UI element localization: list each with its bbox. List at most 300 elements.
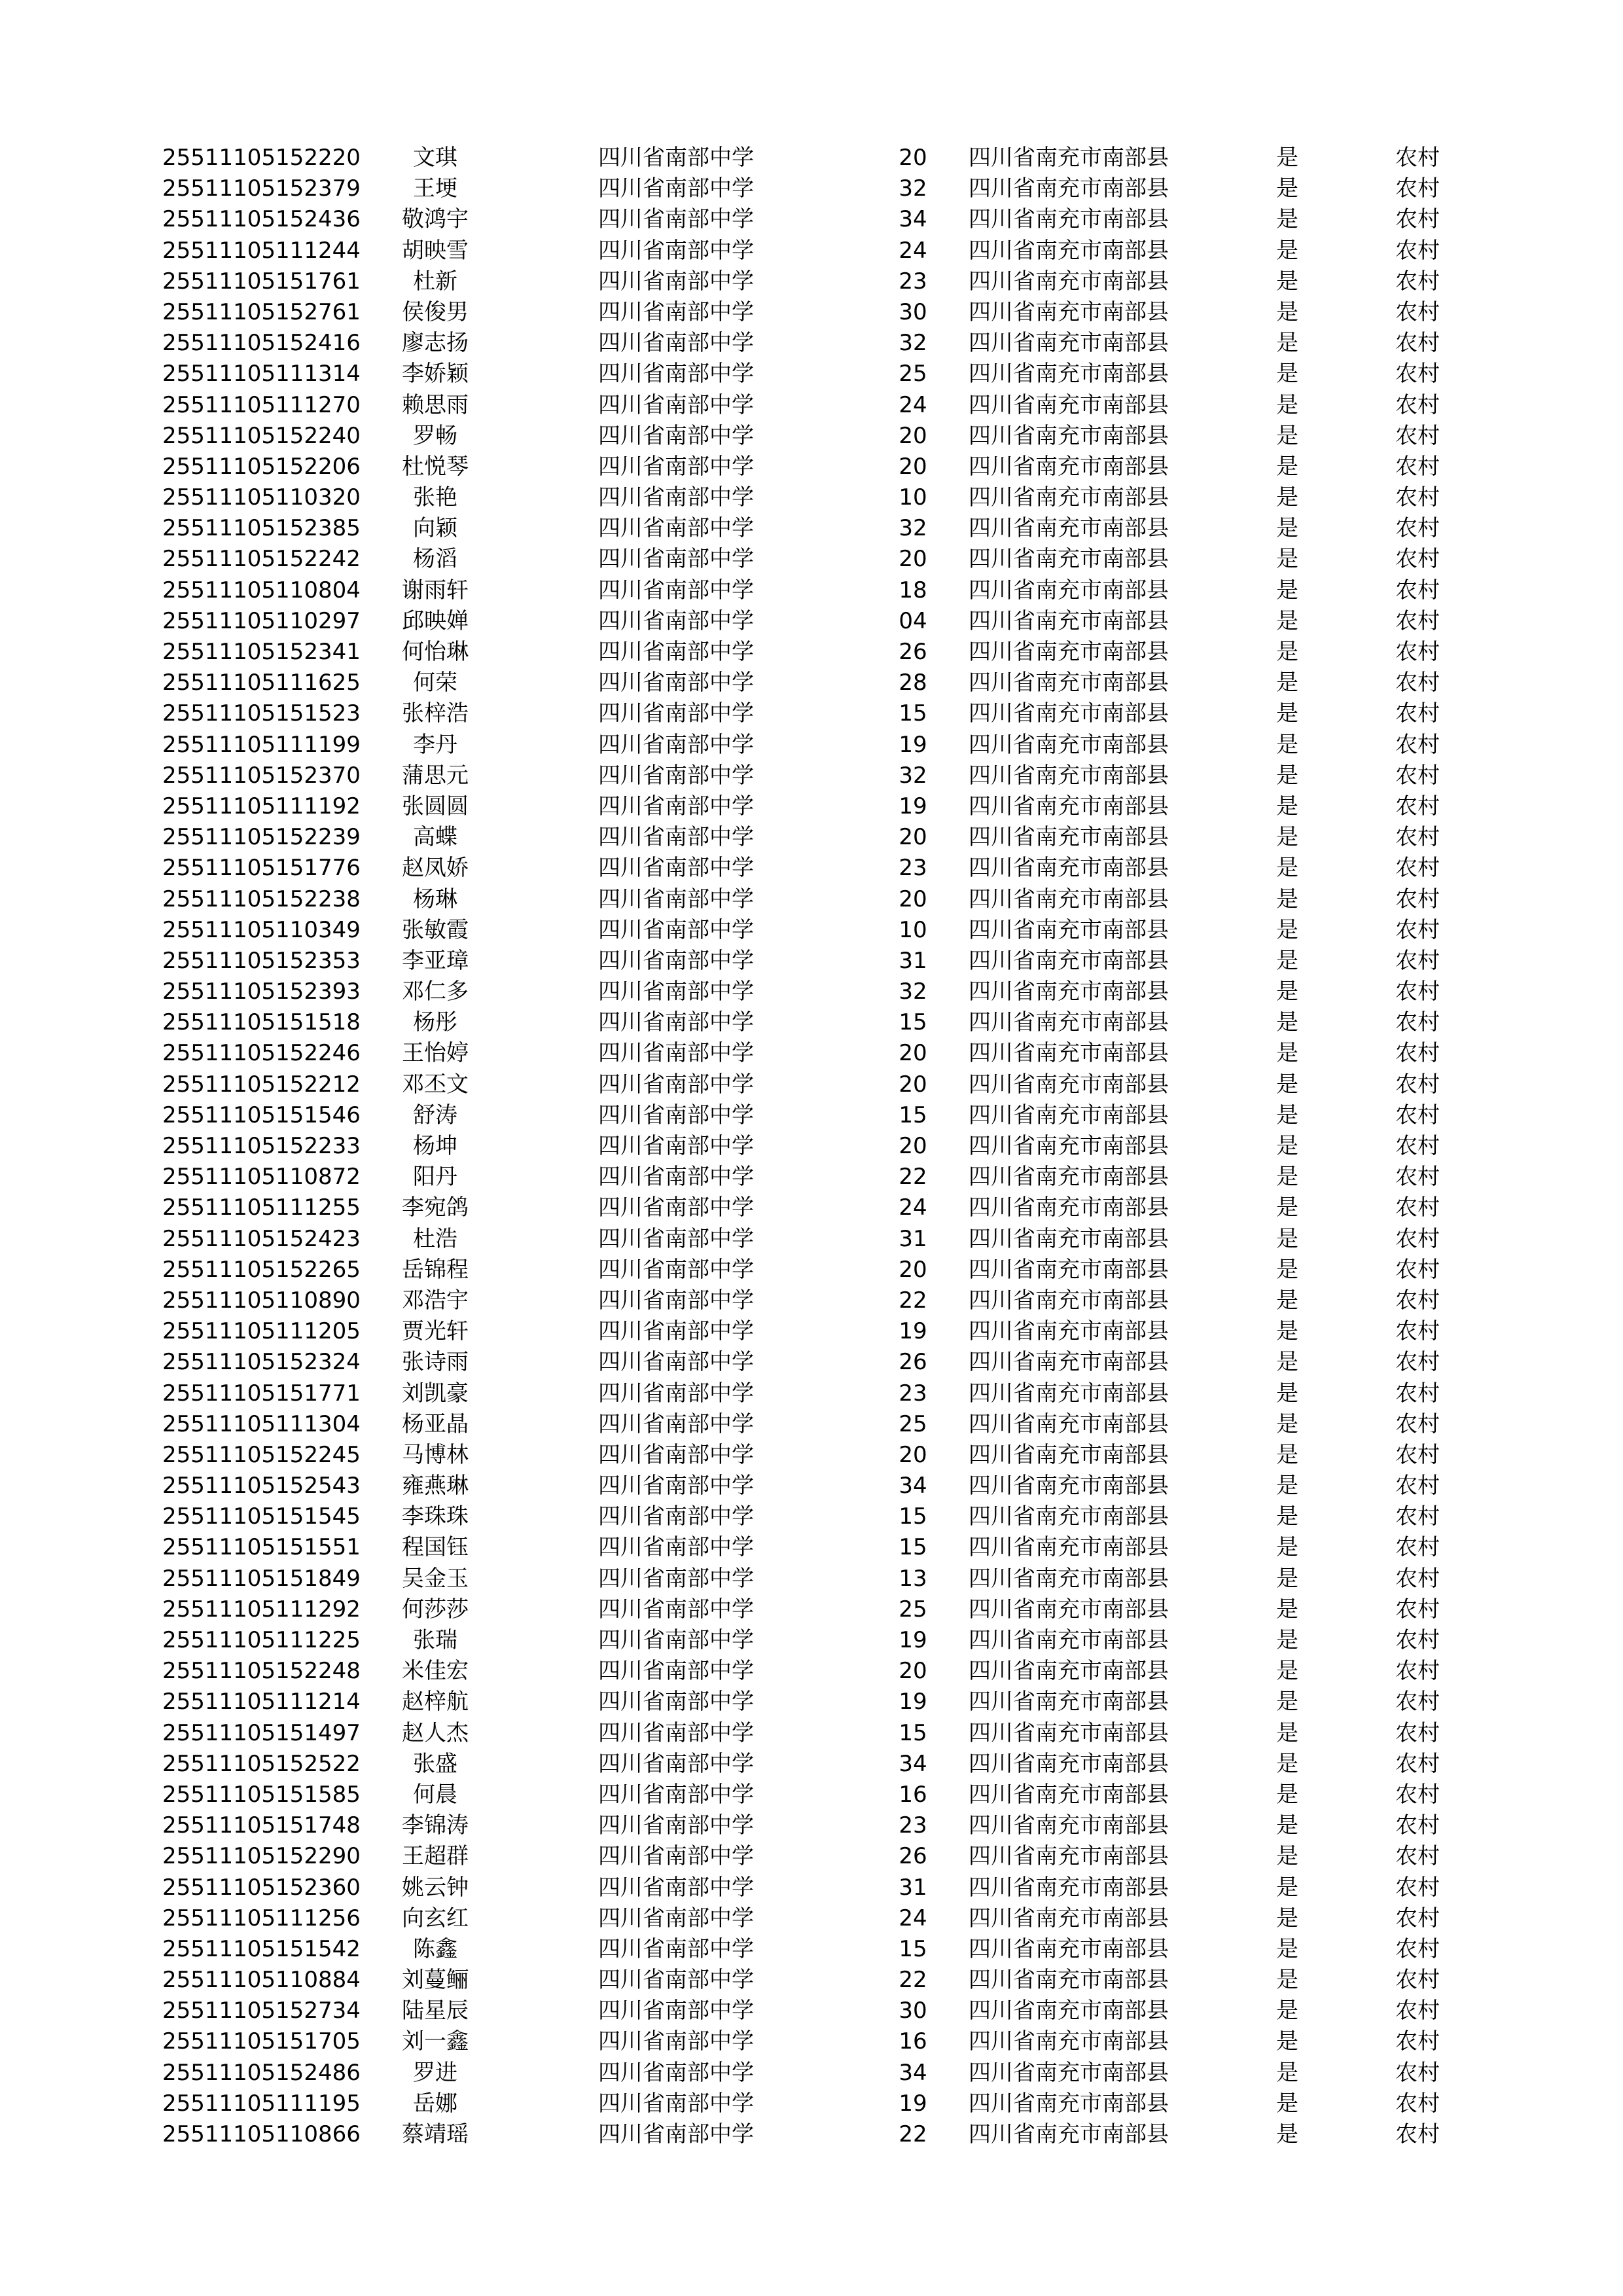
exam-number-cell: 25511105110884 (162, 1967, 361, 1994)
eligibility-cell: 是 (1276, 145, 1298, 171)
exam-number-cell: 25511105151585 (162, 1781, 361, 1808)
class-number-cell-text: 30 (899, 298, 927, 325)
area-type-cell: 农村 (1395, 1689, 1440, 1715)
class-number-cell-text: 18 (899, 577, 927, 603)
address-cell: 四川省南充市南部县 (969, 1935, 1169, 1962)
table-row (0, 668, 1623, 698)
exam-number-cell: 25511105152248 (162, 1658, 361, 1685)
eligibility-cell: 是 (1276, 422, 1298, 449)
eligibility-cell: 是 (1276, 330, 1298, 357)
school-cell: 四川省南部中学 (598, 1843, 754, 1870)
school-cell: 四川省南部中学 (598, 607, 754, 634)
area-type-cell: 农村 (1395, 1164, 1440, 1191)
area-type-cell: 农村 (1395, 731, 1440, 758)
class-number-cell-text: 32 (899, 978, 927, 1005)
address-cell: 四川省南充市南部县 (969, 1843, 1169, 1870)
address-cell: 四川省南充市南部县 (969, 1071, 1169, 1098)
student-name-cell-text: 舒涛 (413, 1102, 457, 1128)
table-row (0, 1625, 1623, 1656)
student-name-cell-text: 姚云钟 (402, 1874, 469, 1901)
school-cell: 四川省南部中学 (598, 1812, 754, 1839)
exam-number-cell: 25511105152242 (162, 546, 361, 573)
eligibility-cell: 是 (1276, 1534, 1298, 1561)
address-cell: 四川省南充市南部县 (969, 546, 1169, 573)
table-row (0, 1193, 1623, 1223)
eligibility-cell: 是 (1276, 762, 1298, 789)
student-name-cell-text: 陈鑫 (413, 1935, 457, 1962)
address-cell: 四川省南充市南部县 (969, 670, 1169, 696)
eligibility-cell: 是 (1276, 1596, 1298, 1623)
exam-number-cell: 25511105152206 (162, 453, 361, 480)
area-type-cell: 农村 (1395, 1750, 1440, 1777)
address-cell: 四川省南充市南部县 (969, 607, 1169, 634)
area-type-cell: 农村 (1395, 1781, 1440, 1808)
table-row (0, 1007, 1623, 1038)
address-cell: 四川省南充市南部县 (969, 1473, 1169, 1499)
exam-number-cell: 25511105152245 (162, 1441, 361, 1468)
class-number-cell-text: 24 (899, 237, 927, 264)
student-name-cell-text: 向玄红 (402, 1905, 469, 1931)
table-row (0, 2026, 1623, 2057)
area-type-cell: 农村 (1395, 484, 1440, 511)
table-row (0, 915, 1623, 946)
table-row (0, 791, 1623, 822)
area-type-cell: 农村 (1395, 206, 1440, 233)
area-type-cell: 农村 (1395, 1009, 1440, 1036)
class-number-cell-text: 23 (899, 855, 927, 882)
exam-number-cell: 25511105111195 (162, 2090, 361, 2117)
student-name-cell-text: 张盛 (413, 1750, 457, 1777)
address-cell: 四川省南充市南部县 (969, 1658, 1169, 1685)
table-row (0, 2058, 1623, 2089)
school-cell: 四川省南部中学 (598, 1781, 754, 1808)
student-name-cell-text: 刘蔓鲡 (402, 1967, 469, 1994)
address-cell: 四川省南充市南部县 (969, 1256, 1169, 1283)
address-cell: 四川省南充市南部县 (969, 515, 1169, 542)
area-type-cell: 农村 (1395, 1441, 1440, 1468)
student-name-cell-text: 阳丹 (413, 1164, 457, 1191)
exam-number-cell: 25511105111255 (162, 1194, 361, 1221)
address-cell: 四川省南充市南部县 (969, 1689, 1169, 1715)
exam-number-cell: 25511105111244 (162, 237, 361, 264)
area-type-cell: 农村 (1395, 546, 1440, 573)
student-name-cell-text: 王超群 (402, 1843, 469, 1870)
student-name-cell-text: 岳娜 (413, 2090, 457, 2117)
address-cell: 四川省南充市南部县 (969, 1287, 1169, 1314)
table-row (0, 1841, 1623, 1872)
school-cell: 四川省南部中学 (598, 1627, 754, 1653)
school-cell: 四川省南部中学 (598, 916, 754, 943)
eligibility-cell: 是 (1276, 515, 1298, 542)
school-cell: 四川省南部中学 (598, 731, 754, 758)
exam-number-cell: 25511105111304 (162, 1410, 361, 1437)
eligibility-cell: 是 (1276, 1843, 1298, 1870)
student-name-cell-text: 邓仁多 (402, 978, 469, 1005)
area-type-cell: 农村 (1395, 947, 1440, 974)
eligibility-cell: 是 (1276, 978, 1298, 1005)
student-name-cell-text: 吴金玉 (402, 1565, 469, 1592)
eligibility-cell: 是 (1276, 268, 1298, 295)
school-cell: 四川省南部中学 (598, 1009, 754, 1036)
address-cell: 四川省南充市南部县 (969, 1750, 1169, 1777)
student-name-cell-text: 李娇颖 (402, 361, 469, 387)
exam-number-cell: 25511105152385 (162, 515, 361, 542)
table-row (0, 452, 1623, 482)
class-number-cell-text: 20 (899, 1133, 927, 1159)
student-name-cell-text: 张圆圆 (402, 793, 469, 819)
exam-number-cell: 25511105152341 (162, 639, 361, 665)
exam-number-cell: 25511105151545 (162, 1503, 361, 1530)
address-cell: 四川省南充市南部县 (969, 577, 1169, 603)
area-type-cell: 农村 (1395, 237, 1440, 264)
class-number-cell-text: 15 (899, 1719, 927, 1746)
exam-number-cell: 25511105151523 (162, 700, 361, 727)
student-name-cell-text: 张梓浩 (402, 700, 469, 727)
area-type-cell: 农村 (1395, 1935, 1440, 1962)
table-row (0, 173, 1623, 204)
class-number-cell-text: 23 (899, 1380, 927, 1407)
school-cell: 四川省南部中学 (598, 298, 754, 325)
student-name-cell-text: 李丹 (413, 731, 457, 758)
eligibility-cell: 是 (1276, 1905, 1298, 1931)
eligibility-cell: 是 (1276, 1225, 1298, 1252)
area-type-cell: 农村 (1395, 330, 1440, 357)
student-name-cell-text: 刘凯豪 (402, 1380, 469, 1407)
address-cell: 四川省南充市南部县 (969, 1534, 1169, 1561)
area-type-cell: 农村 (1395, 824, 1440, 851)
area-type-cell: 农村 (1395, 1287, 1440, 1314)
eligibility-cell: 是 (1276, 1009, 1298, 1036)
address-cell: 四川省南充市南部县 (969, 453, 1169, 480)
area-type-cell: 农村 (1395, 607, 1440, 634)
address-cell: 四川省南充市南部县 (969, 422, 1169, 449)
area-type-cell: 农村 (1395, 1473, 1440, 1499)
school-cell: 四川省南部中学 (598, 145, 754, 171)
table-row (0, 1131, 1623, 1162)
exam-number-cell: 25511105152240 (162, 422, 361, 449)
address-cell: 四川省南充市南部县 (969, 206, 1169, 233)
address-cell: 四川省南充市南部县 (969, 639, 1169, 665)
class-number-cell-text: 23 (899, 268, 927, 295)
table-row (0, 1749, 1623, 1780)
class-number-cell-text: 32 (899, 330, 927, 357)
area-type-cell: 农村 (1395, 639, 1440, 665)
exam-number-cell: 25511105152761 (162, 298, 361, 325)
area-type-cell: 农村 (1395, 1256, 1440, 1283)
area-type-cell: 农村 (1395, 916, 1440, 943)
school-cell: 四川省南部中学 (598, 1040, 754, 1067)
school-cell: 四川省南部中学 (598, 1473, 754, 1499)
exam-number-cell: 25511105152239 (162, 824, 361, 851)
school-cell: 四川省南部中学 (598, 175, 754, 202)
area-type-cell: 农村 (1395, 1318, 1440, 1345)
address-cell: 四川省南充市南部县 (969, 1998, 1169, 2024)
student-name-cell-text: 赵凤娇 (402, 855, 469, 882)
student-name-cell-text: 何晨 (413, 1781, 457, 1808)
area-type-cell: 农村 (1395, 1040, 1440, 1067)
table-row (0, 1687, 1623, 1717)
student-name-cell-text: 马博林 (402, 1441, 469, 1468)
class-number-cell-text: 15 (899, 1102, 927, 1128)
eligibility-cell: 是 (1276, 1194, 1298, 1221)
school-cell: 四川省南部中学 (598, 1874, 754, 1901)
exam-number-cell: 25511105111270 (162, 391, 361, 418)
table-row (0, 822, 1623, 853)
school-cell: 四川省南部中学 (598, 1133, 754, 1159)
school-cell: 四川省南部中学 (598, 700, 754, 727)
student-name-cell-text: 谢雨轩 (402, 577, 469, 603)
class-number-cell-text: 31 (899, 1225, 927, 1252)
student-name-cell-text: 刘一鑫 (402, 2028, 469, 2055)
student-name-cell-text: 赵人杰 (402, 1719, 469, 1746)
school-cell: 四川省南部中学 (598, 546, 754, 573)
table-row (0, 1378, 1623, 1409)
exam-number-cell: 25511105110297 (162, 607, 361, 634)
school-cell: 四川省南部中学 (598, 1534, 754, 1561)
address-cell: 四川省南充市南部县 (969, 2059, 1169, 2086)
student-name-cell-text: 文琪 (413, 145, 457, 171)
school-cell: 四川省南部中学 (598, 391, 754, 418)
student-name-cell-text: 邱映婵 (402, 607, 469, 634)
area-type-cell: 农村 (1395, 1565, 1440, 1592)
eligibility-cell: 是 (1276, 1503, 1298, 1530)
exam-number-cell: 25511105152370 (162, 762, 361, 789)
table-row (0, 1501, 1623, 1532)
class-number-cell-text: 28 (899, 670, 927, 696)
exam-number-cell: 25511105111205 (162, 1318, 361, 1345)
school-cell: 四川省南部中学 (598, 855, 754, 882)
school-cell: 四川省南部中学 (598, 1318, 754, 1345)
school-cell: 四川省南部中学 (598, 1410, 754, 1437)
address-cell: 四川省南充市南部县 (969, 1225, 1169, 1252)
address-cell: 四川省南充市南部县 (969, 1318, 1169, 1345)
school-cell: 四川省南部中学 (598, 1967, 754, 1994)
address-cell: 四川省南充市南部县 (969, 855, 1169, 882)
student-name-cell-text: 岳锦程 (402, 1256, 469, 1283)
exam-number-cell: 25511105151705 (162, 2028, 361, 2055)
table-row (0, 390, 1623, 421)
eligibility-cell: 是 (1276, 484, 1298, 511)
area-type-cell: 农村 (1395, 298, 1440, 325)
eligibility-cell: 是 (1276, 947, 1298, 974)
school-cell: 四川省南部中学 (598, 361, 754, 387)
school-cell: 四川省南部中学 (598, 1071, 754, 1098)
school-cell: 四川省南部中学 (598, 1225, 754, 1252)
exam-number-cell: 25511105151546 (162, 1102, 361, 1128)
class-number-cell-text: 22 (899, 1287, 927, 1314)
eligibility-cell: 是 (1276, 2090, 1298, 2117)
table-row (0, 1069, 1623, 1100)
eligibility-cell: 是 (1276, 1689, 1298, 1715)
student-name-cell-text: 赖思雨 (402, 391, 469, 418)
table-row (0, 1934, 1623, 1965)
table-row (0, 977, 1623, 1007)
eligibility-cell: 是 (1276, 1071, 1298, 1098)
table-row (0, 637, 1623, 668)
eligibility-cell: 是 (1276, 1287, 1298, 1314)
school-cell: 四川省南部中学 (598, 1287, 754, 1314)
school-cell: 四川省南部中学 (598, 1102, 754, 1128)
address-cell: 四川省南充市南部县 (969, 391, 1169, 418)
exam-number-cell: 25511105111314 (162, 361, 361, 387)
class-number-cell-text: 16 (899, 2028, 927, 2055)
exam-number-cell: 25511105152734 (162, 1998, 361, 2024)
table-row (0, 853, 1623, 884)
school-cell: 四川省南部中学 (598, 330, 754, 357)
table-row (0, 1780, 1623, 1810)
table-row (0, 1038, 1623, 1069)
eligibility-cell: 是 (1276, 824, 1298, 851)
address-cell: 四川省南充市南部县 (969, 1441, 1169, 1468)
eligibility-cell: 是 (1276, 1998, 1298, 2024)
school-cell: 四川省南部中学 (598, 515, 754, 542)
exam-number-cell: 25511105152290 (162, 1843, 361, 1870)
class-number-cell-text: 25 (899, 361, 927, 387)
address-cell: 四川省南充市南部县 (969, 1102, 1169, 1128)
address-cell: 四川省南充市南部县 (969, 1009, 1169, 1036)
area-type-cell: 农村 (1395, 1534, 1440, 1561)
area-type-cell: 农村 (1395, 2090, 1440, 2117)
area-type-cell: 农村 (1395, 1627, 1440, 1653)
table-row (0, 1100, 1623, 1131)
student-name-cell-text: 杜悦琴 (402, 453, 469, 480)
eligibility-cell: 是 (1276, 700, 1298, 727)
eligibility-cell: 是 (1276, 546, 1298, 573)
address-cell: 四川省南充市南部县 (969, 1410, 1169, 1437)
table-row (0, 1873, 1623, 1903)
class-number-cell-text: 19 (899, 731, 927, 758)
school-cell: 四川省南部中学 (598, 1380, 754, 1407)
class-number-cell-text: 20 (899, 886, 927, 912)
class-number-cell-text: 32 (899, 515, 927, 542)
exam-number-cell: 25511105152543 (162, 1473, 361, 1499)
student-name-cell-text: 张瑞 (413, 1627, 457, 1653)
class-number-cell-text: 15 (899, 1009, 927, 1036)
eligibility-cell: 是 (1276, 206, 1298, 233)
class-number-cell-text: 15 (899, 700, 927, 727)
student-name-cell-text: 邓浩宇 (402, 1287, 469, 1314)
exam-number-cell: 25511105111214 (162, 1689, 361, 1715)
exam-number-cell: 25511105151761 (162, 268, 361, 295)
school-cell: 四川省南部中学 (598, 453, 754, 480)
school-cell: 四川省南部中学 (598, 1935, 754, 1962)
exam-number-cell: 25511105152238 (162, 886, 361, 912)
class-number-cell-text: 24 (899, 1905, 927, 1931)
address-cell: 四川省南充市南部县 (969, 1596, 1169, 1623)
eligibility-cell: 是 (1276, 237, 1298, 264)
eligibility-cell: 是 (1276, 607, 1298, 634)
school-cell: 四川省南部中学 (598, 1905, 754, 1931)
exam-number-cell: 25511105152212 (162, 1071, 361, 1098)
exam-number-cell: 25511105152246 (162, 1040, 361, 1067)
class-number-cell-text: 19 (899, 1689, 927, 1715)
class-number-cell-text: 20 (899, 422, 927, 449)
table-row (0, 2089, 1623, 2119)
table-row (0, 1255, 1623, 1285)
exam-number-cell: 25511105110804 (162, 577, 361, 603)
table-row (0, 1285, 1623, 1316)
class-number-cell-text: 31 (899, 947, 927, 974)
eligibility-cell: 是 (1276, 1441, 1298, 1468)
eligibility-cell: 是 (1276, 1473, 1298, 1499)
exam-number-cell: 25511105110349 (162, 916, 361, 943)
address-cell: 四川省南充市南部县 (969, 978, 1169, 1005)
class-number-cell-text: 10 (899, 484, 927, 511)
table-row (0, 1532, 1623, 1563)
table-row (0, 266, 1623, 297)
eligibility-cell: 是 (1276, 1874, 1298, 1901)
eligibility-cell: 是 (1276, 1164, 1298, 1191)
eligibility-cell: 是 (1276, 1318, 1298, 1345)
school-cell: 四川省南部中学 (598, 577, 754, 603)
class-number-cell-text: 20 (899, 1441, 927, 1468)
address-cell: 四川省南充市南部县 (969, 145, 1169, 171)
area-type-cell: 农村 (1395, 793, 1440, 819)
area-type-cell: 农村 (1395, 1812, 1440, 1839)
school-cell: 四川省南部中学 (598, 237, 754, 264)
area-type-cell: 农村 (1395, 1874, 1440, 1901)
student-name-cell-text: 雍燕琳 (402, 1473, 469, 1499)
area-type-cell: 农村 (1395, 391, 1440, 418)
student-name-cell-text: 李珠珠 (402, 1503, 469, 1530)
student-name-cell-text: 何莎莎 (402, 1596, 469, 1623)
eligibility-cell: 是 (1276, 1256, 1298, 1283)
class-number-cell-text: 31 (899, 1874, 927, 1901)
area-type-cell: 农村 (1395, 762, 1440, 789)
exam-number-cell: 25511105152360 (162, 1874, 361, 1901)
area-type-cell: 农村 (1395, 1133, 1440, 1159)
exam-number-cell: 25511105110320 (162, 484, 361, 511)
address-cell: 四川省南充市南部县 (969, 1874, 1169, 1901)
class-number-cell-text: 32 (899, 175, 927, 202)
exam-number-cell: 25511105152423 (162, 1225, 361, 1252)
student-name-cell-text: 敬鸿宇 (402, 206, 469, 233)
school-cell: 四川省南部中学 (598, 793, 754, 819)
area-type-cell: 农村 (1395, 1194, 1440, 1221)
eligibility-cell: 是 (1276, 577, 1298, 603)
area-type-cell: 农村 (1395, 361, 1440, 387)
address-cell: 四川省南充市南部县 (969, 237, 1169, 264)
address-cell: 四川省南充市南部县 (969, 1040, 1169, 1067)
school-cell: 四川省南部中学 (598, 670, 754, 696)
exam-number-cell: 25511105152522 (162, 1750, 361, 1777)
table-row (0, 730, 1623, 761)
school-cell: 四川省南部中学 (598, 1194, 754, 1221)
class-number-cell-text: 19 (899, 1318, 927, 1345)
student-name-cell-text: 罗进 (413, 2059, 457, 2086)
student-name-cell-text: 赵梓航 (402, 1689, 469, 1715)
eligibility-cell: 是 (1276, 1658, 1298, 1685)
student-name-cell-text: 杨亚晶 (402, 1410, 469, 1437)
address-cell: 四川省南充市南部县 (969, 1627, 1169, 1653)
class-number-cell-text: 34 (899, 1473, 927, 1499)
table-row (0, 544, 1623, 575)
school-cell: 四川省南部中学 (598, 1998, 754, 2024)
address-cell: 四川省南充市南部县 (969, 1380, 1169, 1407)
address-cell: 四川省南充市南部县 (969, 1781, 1169, 1808)
student-name-cell-text: 何荣 (413, 670, 457, 696)
class-number-cell-text: 20 (899, 1071, 927, 1098)
student-name-cell-text: 贾光轩 (402, 1318, 469, 1345)
class-number-cell-text: 16 (899, 1781, 927, 1808)
eligibility-cell: 是 (1276, 1627, 1298, 1653)
exam-number-cell: 25511105151497 (162, 1719, 361, 1746)
class-number-cell-text: 25 (899, 1596, 927, 1623)
area-type-cell: 农村 (1395, 1843, 1440, 1870)
school-cell: 四川省南部中学 (598, 2121, 754, 2147)
class-number-cell-text: 20 (899, 1256, 927, 1283)
area-type-cell: 农村 (1395, 145, 1440, 171)
